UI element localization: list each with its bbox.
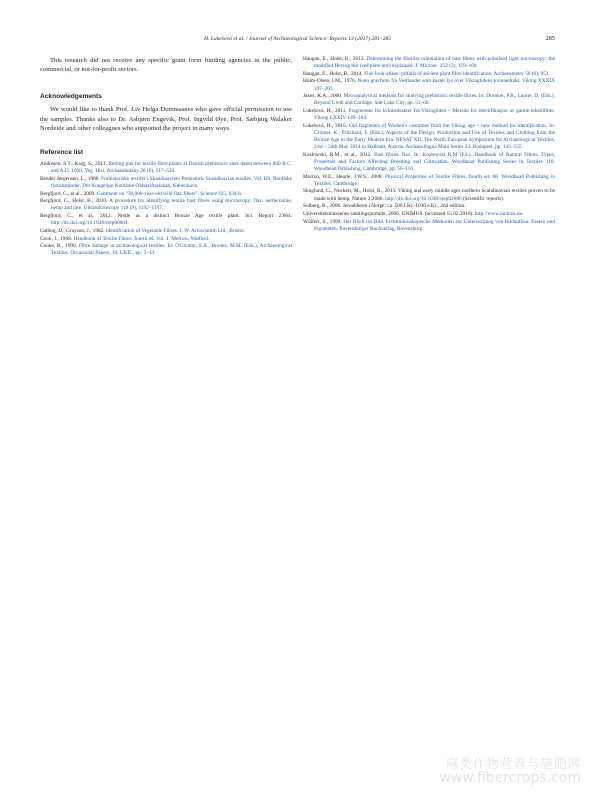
reference-entry [40,161,292,175]
reference-list-right [303,56,555,233]
reference-text: Bender Jørgensen, L., 1986. [40,175,102,182]
reference-text: Solberg, B., 2006. Jernalderen i Norge: ca. 500 f.Kr.-1030 e.Kr., 2nd edition. [303,203,466,210]
reference-entry [303,93,555,107]
acknowledgements-heading: Acknowledgements [40,93,102,101]
reference-text: Cook, J., 1968. [40,235,74,242]
reference-text: Holm-Olsen, I.M., 1976. [303,78,358,85]
reference-entry [40,236,292,243]
reference-text: Haugan, E., Holst, B., 2013. [303,56,367,62]
reference-text: Universitetsmuseenes samlingsportaler, 2006. UNIMUS. (accessed 15.02.2016). [303,210,475,217]
reference-link[interactable]: A procedure for identifying textile bast fibres using microscopy: flax, nettle/ramie, hemp and jute. Ultramicroscopy 110 (9), 1192–1197. [51,198,292,212]
reference-link[interactable]: Microanalytical methods for studying prehistoric textile fibres. In: Drooker, P.B., Laurie, D. (Eds.), Beyond Cloth and Cordage. Salt Lake City, pp. 51–68. [314,93,556,107]
reference-text: Kozłowski, R.M., et al., 2012. [303,151,375,158]
reference-link[interactable]: Old fragments of Women's costumes from the Viking age – new method for identification. In: Grömer, K., Pritchard, F. (Eds.), Aspects of the Design, Production and Use of Textiles and Clothing from the Bronze Age to the Early Modern Era. NESAT XII. The North European Symposium for Archaeological Textiles, 21st – 24th May 2014 in Hallstatt, Austria. Archaeolingua Main Series 33. Budapest, pp. 145–155. [314,122,555,151]
reference-link[interactable]: Handbook of Textile Fibres. fourth ed. Vol. 1. Merrow, Watford. [73,235,210,242]
reference-entry [40,213,292,227]
reference-entry [303,123,555,151]
reference-link[interactable]: http://dx.doi.org/10.1038/srep00664. [51,220,129,227]
acknowledgements-text: We would like to thank Prof. Liv Helga Dommasnes who gave official permission to use the samples. Thanks also to Dr. Asbjørn Engevik, Prof. Ingvild Øye, Prof. Sæbjørg Walaker Nordeide and other colleagues who supported the project in many ways. [40,106,292,132]
watermark-chinese-text: 麻类作物营养与施肥网 [445,756,581,771]
reference-entry [303,219,555,233]
running-head: H. Lukešová et al. / Journal of Archaeological Science: Reports 13 (2017) 281–285 [203,36,392,42]
reference-entry [303,56,555,70]
reference-text: Andresen, S.T., Karg, S., 2011. [40,161,109,168]
reference-link[interactable]: Determining the fibrillar orientation of bast fibres with polarized light microscopy: the modified Herzog test (red plate test) explained. J. Microsc. 252 (2), 159–168. [314,56,555,70]
reference-text: (Scientific reports). [461,195,505,202]
reference-text: Cooke, B., 1990. [40,243,79,250]
reference-entry [40,243,292,257]
reference-entry [303,174,555,188]
reference-list-heading: Reference list [40,149,84,157]
reference-link[interactable]: http://dx.doi.org/10.1038/srep02686 [385,195,462,202]
reference-entry [303,78,555,92]
watermark-url: www.fibercrops.com [439,770,581,786]
reference-link[interactable]: Noen gravfunn fra Vestlandet som kaster lys over Vikingtidens kvinnedrakt. Viking XXXIX 197–205. [314,78,555,92]
reference-link[interactable]: http://www.unimus.no. [474,210,524,217]
reference-text: Lukešová, H., 2015. [303,122,349,129]
reference-link[interactable]: Retting pits for textile fibre plants at Danish prehistoric sites dated between 800 B.C. and A.D. 1050. Veg. Hist. Archaeobotany 20 (6), 517–526. [51,161,293,175]
reference-link[interactable]: Flax look-alikes: pitfalls of ancient plant fibre identification. Archaeometry 56 (6), 951. [364,70,550,77]
reference-entry [40,198,292,212]
reference-link[interactable]: Fibre damage in archaeological textiles. In: O'Connor, S.A., Brooks, M.M. (Eds.), Archaeological Textiles. Occasional Papers, 10, UKIC, pp. 5–14. [51,243,292,257]
reference-text: Lukešová, H., 2011. [303,108,349,115]
reference-entry [40,176,292,190]
reference-link[interactable]: Der Blick ins Bild. Lichtmikroskopische Methoden zur Untersuchung von Bildaufbau. Fasern und Pigmenten, Ravensburger Buchverlag, Ravensburg. [314,218,555,232]
reference-entry [303,71,555,78]
reference-link[interactable]: Identification of Vegetable Fibres. J. W. Arrowsmith Ltd., Bristol. [105,227,245,234]
reference-text: Haugan, E., Holst, B., 2014. [303,70,365,77]
reference-text: Skoglund, G., Nockert, M., Holst, B., 2013. Viking and early middle ages northern Scandinavian textiles proven to be made with hemp. Nature 3:2686. [303,188,555,202]
reference-entry [303,203,555,210]
reference-entry [303,152,555,173]
reference-text: Bergfjord, C., et al., 2009. [40,190,97,197]
reference-list-left [40,161,292,257]
reference-entry [303,211,555,218]
funding-statement: This research did not receive any specific grant form funding agencies in the public, commercial, or not-for-profit sectors. [40,57,292,74]
reference-entry [303,188,555,202]
reference-text: Wülfert, S., 1999. [303,218,344,225]
reference-text: Morton, W.E., Hearle, J.W.S., 2008. [303,173,385,180]
reference-link[interactable]: Fragmenter fra kvinnedrakter fra Vikingtiden – Metode for identifikasjon av gamle tekstilfiber. Viking LXXIV 149–164. [314,108,555,122]
page-number: 285 [545,35,555,42]
reference-link[interactable]: Comment on "30,000-year-old wild flax fibers". Science 325, 634-b. [96,190,243,197]
reference-entry [40,228,292,235]
left-column [40,56,292,258]
reference-entry [40,191,292,198]
reference-entry [303,108,555,122]
reference-link[interactable]: Bast fibres: flax. In: Kozłowski R.M (Ed.), Handbook of Natural Fibres. Types, Properties and Factors Affecting Breeding and Cultivation. Woodhead Publishing Series in Textiles 118. Woodhead Publishing, Cambridge, pp. 56–110. [314,151,555,172]
reference-link[interactable]: Physical Properties of Textile Fibres. fourth ed. 68. Woodhead Publishing in Textiles, Cambridge. [314,173,555,187]
watermark [439,756,581,786]
reference-text: Bergfjord, C., et al., 2012. Nettle as a distinct Bronze Age textile plant. Sci. Report 2:664. [40,213,292,220]
reference-text: Bergfjord, C., Holst, B., 2010. [40,198,110,205]
right-column [303,56,555,233]
reference-text: Catling, D., Grayson, J., 1982. [40,227,106,234]
reference-text: Jakes, K.A., 2000. [303,93,344,100]
reference-link[interactable]: Forhistoriske textiler i Skandinavien: Prehistoric Scandinavian textiles. Vol. B9, Nordiske fortidsminder, Det Kongelige Nordiske Oldskriftselskab, København. [51,175,292,189]
